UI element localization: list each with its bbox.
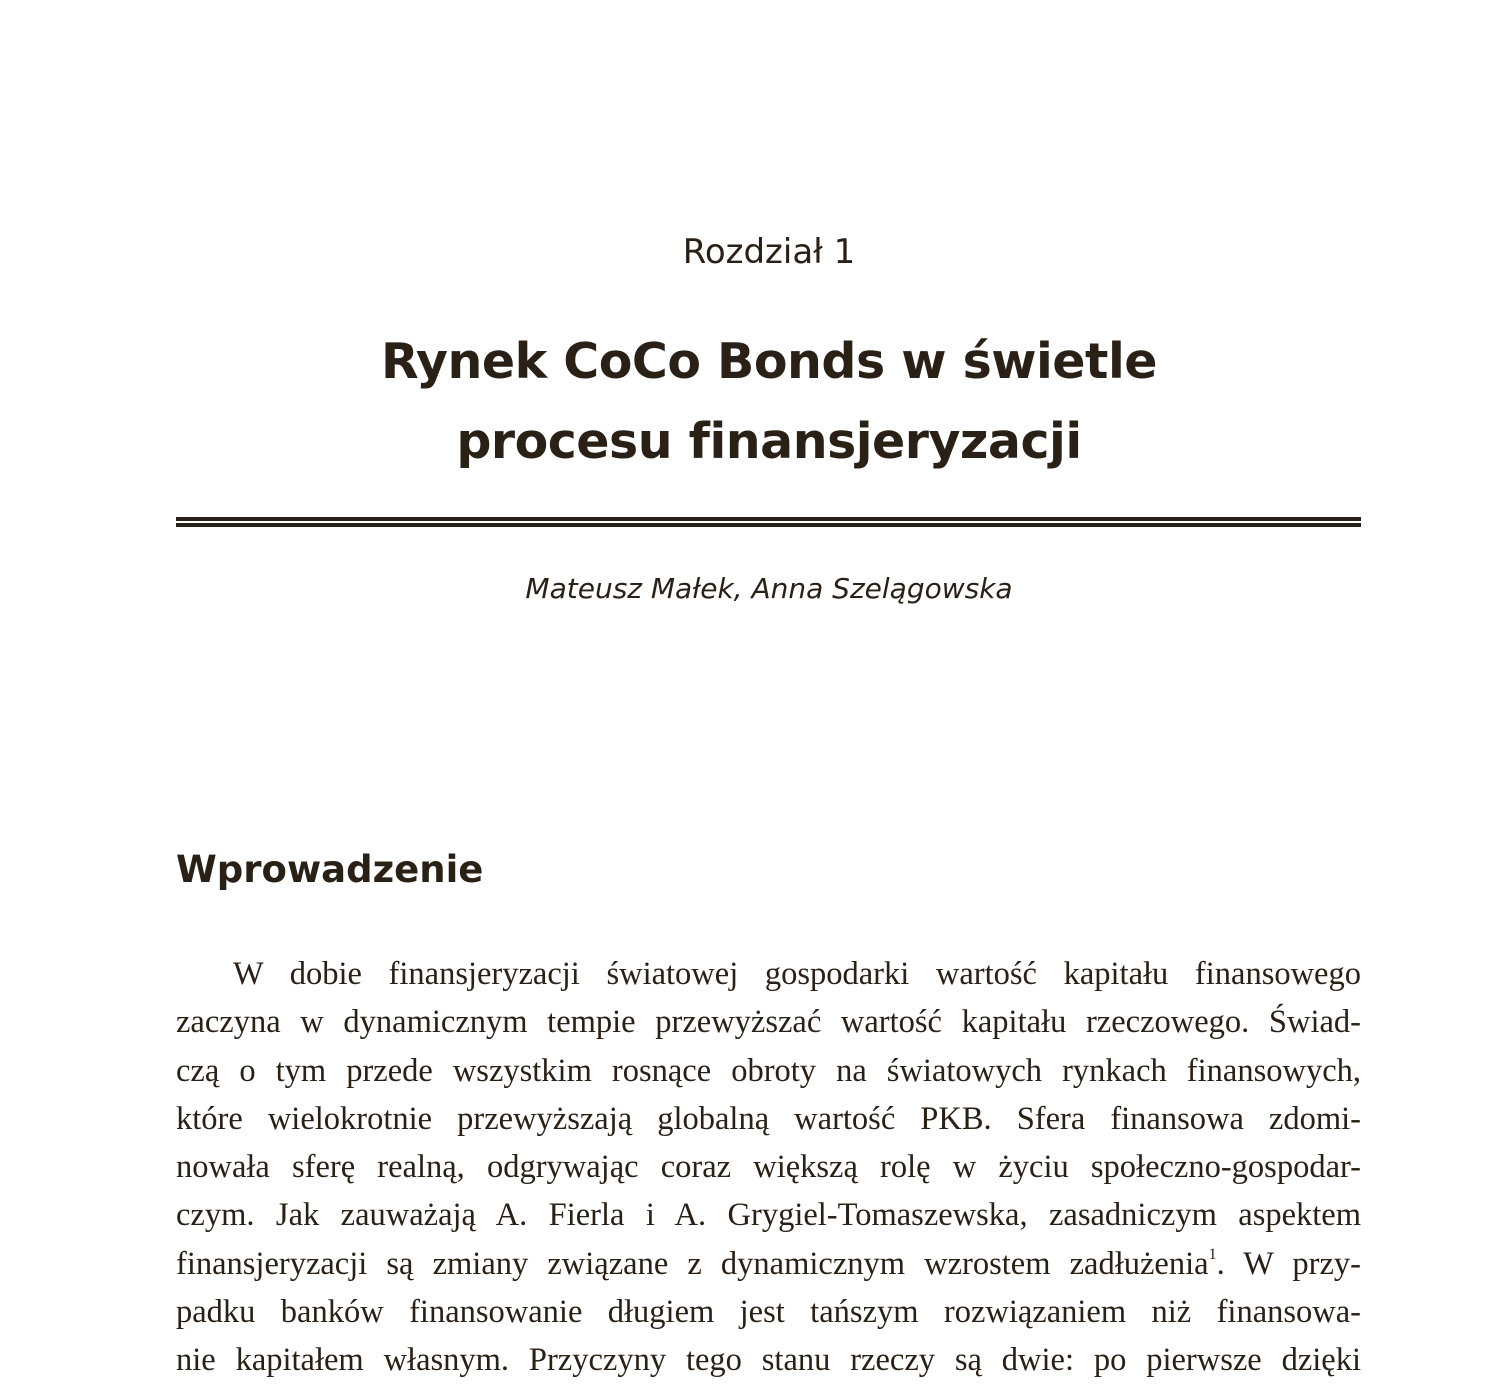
paragraph-line: W dobie finansjeryzacji światowej gospodarki wartość kapitału finansowego xyxy=(233,956,1361,992)
footnote-ref[interactable]: 1 xyxy=(1208,1245,1217,1263)
chapter-title xyxy=(0,322,1500,482)
authors: Mateusz Małek, Anna Szelągowska xyxy=(525,572,1013,605)
title-line: procesu finansjeryzacji xyxy=(456,413,1082,470)
line-text: finansjeryzacji są zmiany związane z dynamicznym wzrostem zadłużenia xyxy=(176,1245,1209,1282)
title-divider-bottom xyxy=(176,523,1361,527)
paragraph-line: padku banków finansowanie długiem jest tańszym rozwiązaniem niż finansowa- xyxy=(176,1294,1361,1331)
paragraph-line: które wielokrotnie przewyższają globalną wartość PKB. Sfera finansowa zdomi- xyxy=(176,1100,1361,1137)
line-text: . W przy- xyxy=(1216,1245,1361,1282)
title-line: Rynek CoCo Bonds w świetle xyxy=(381,333,1157,390)
chapter-label: Rozdział 1 xyxy=(682,232,856,272)
paragraph-line xyxy=(176,1240,1361,1288)
paragraph-line: czym. Jak zauważają A. Fierla i A. Grygiel-Tomaszewska, zasadniczym aspektem xyxy=(176,1197,1361,1234)
paragraph-line: czą o tym przede wszystkim rosnące obroty na światowych rynkach finansowych, xyxy=(176,1052,1361,1089)
body-paragraph xyxy=(176,950,1361,1385)
paragraph-line: nie kapitałem własnym. Przyczyny tego stanu rzeczy są dwie: po pierwsze dzięki xyxy=(176,1342,1361,1379)
title-divider-top xyxy=(176,517,1361,521)
paragraph-line: zaczyna w dynamicznym tempie przewyższać wartość kapitału rzeczowego. Świad- xyxy=(176,1004,1361,1041)
section-heading: Wprowadzenie xyxy=(176,848,484,891)
paragraph-line: nowała sferę realną, odgrywając coraz większą rolę w życiu społeczno-gospodar- xyxy=(176,1149,1361,1186)
